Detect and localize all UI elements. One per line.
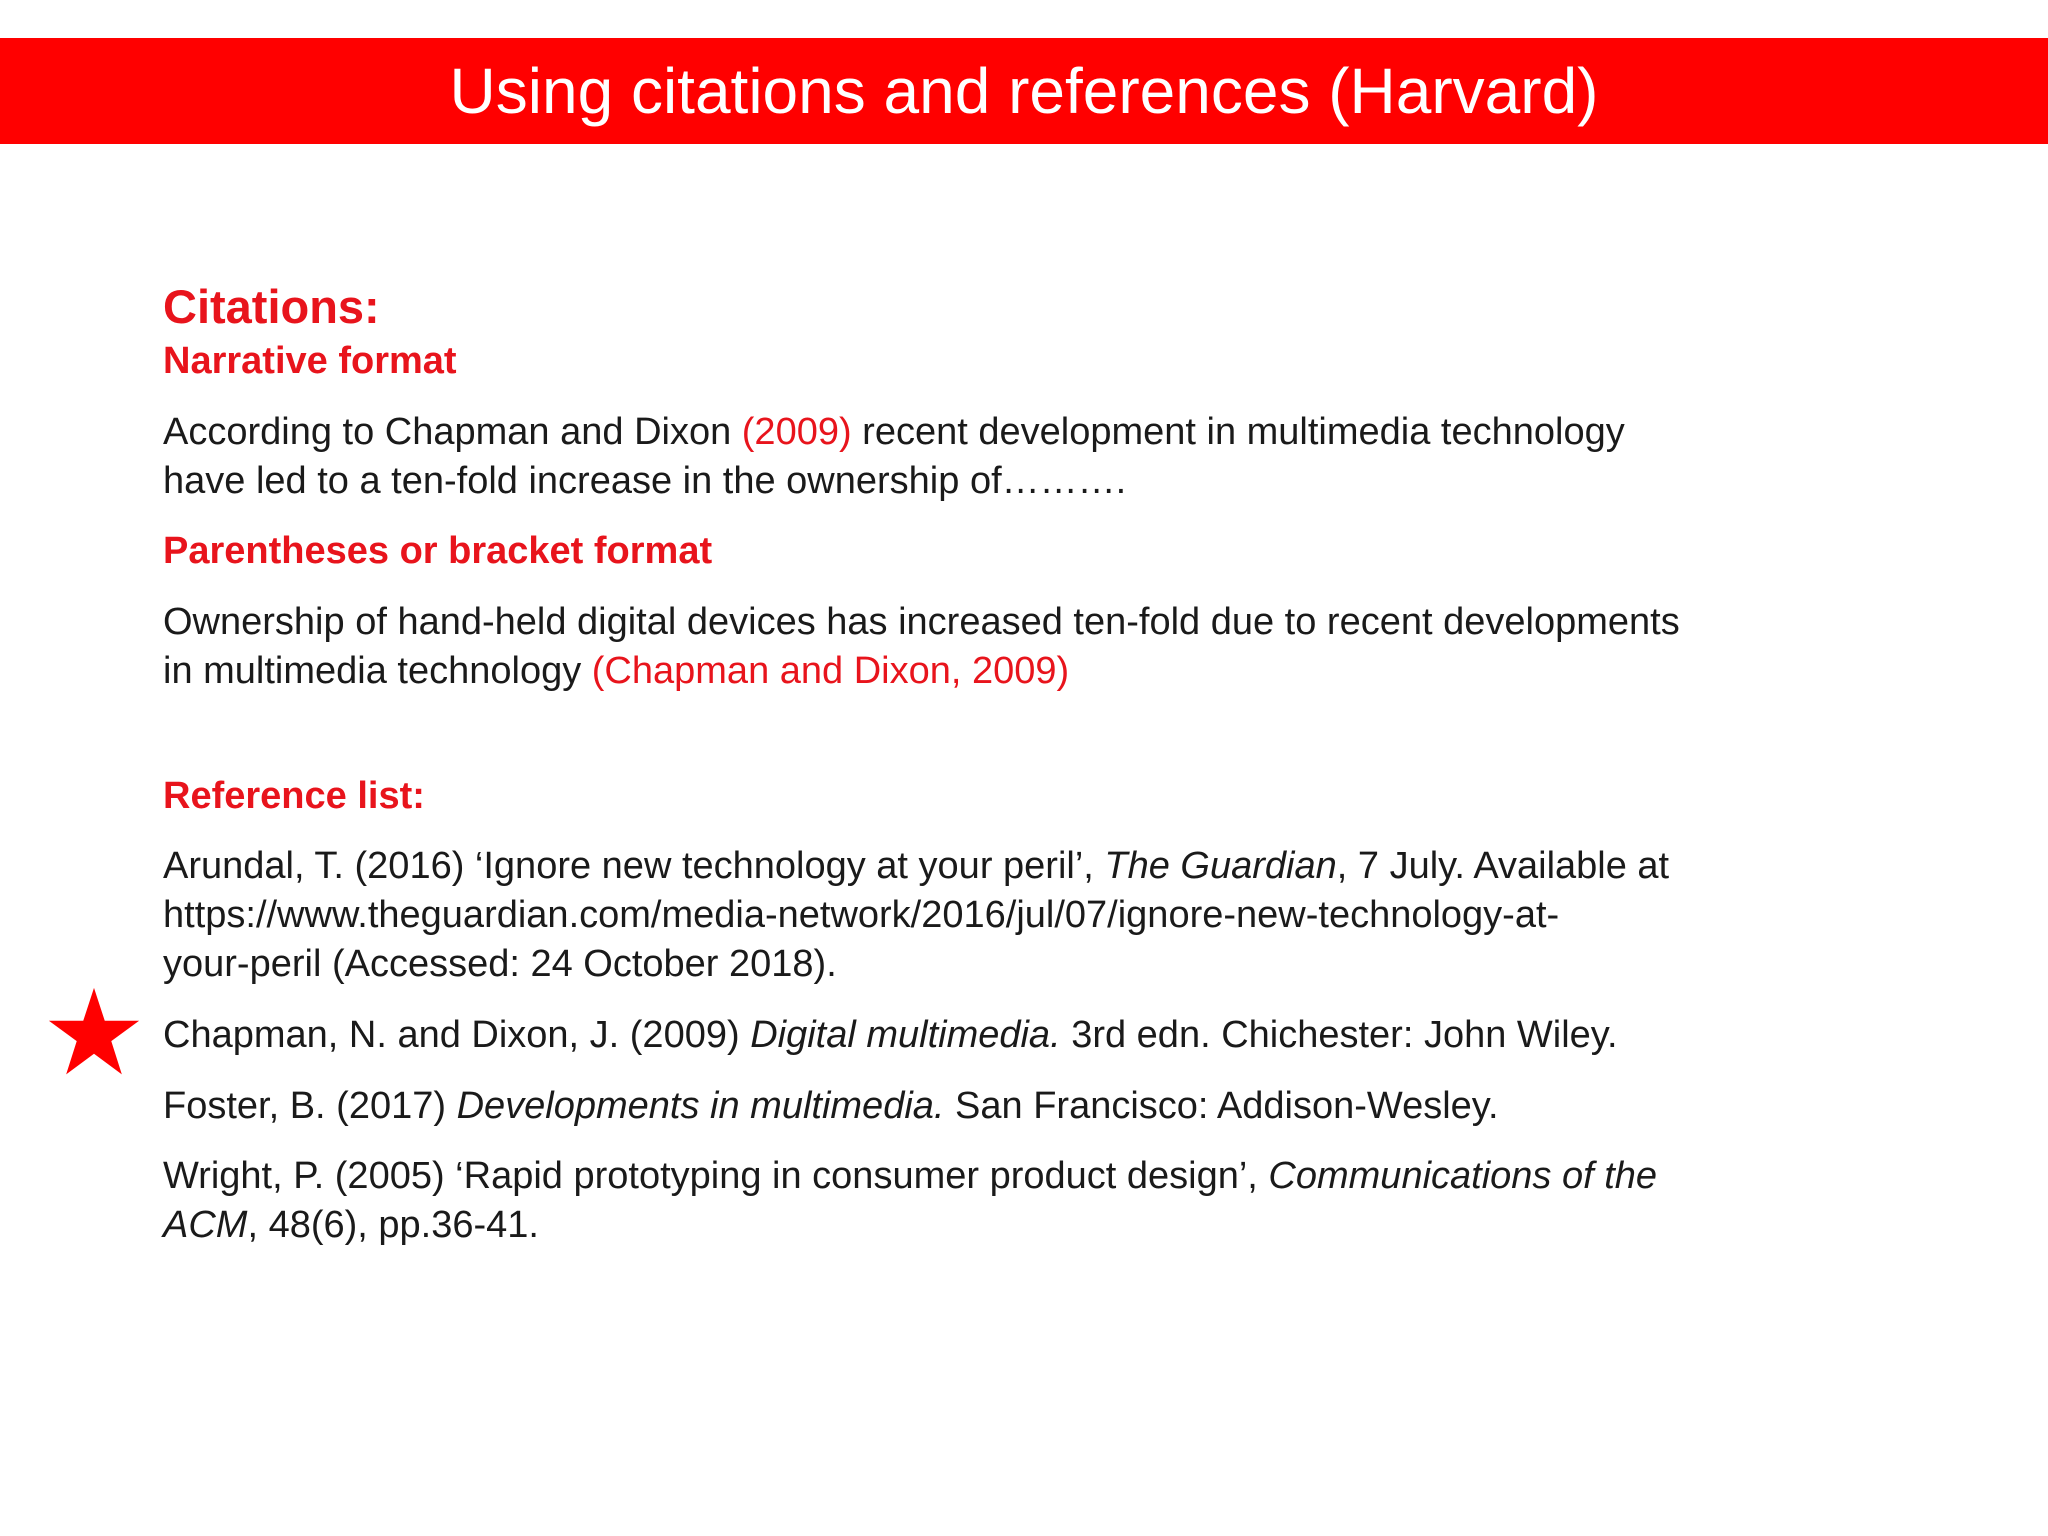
reference-journal-title: ACM [163,1204,248,1246]
star-icon [46,986,142,1082]
title-bar [0,38,2048,144]
parenthetical-format-label: Parentheses or bracket format [163,530,713,572]
reference-book-title: Digital multimedia. [750,1014,1061,1056]
reference-line: ACM, 48(6), pp.36-41. [163,1204,539,1246]
reference-line: Foster, B. (2017) Developments in multimedia. San Francisco: Addison-Wesley. [163,1085,1499,1127]
reference-book-title: Developments in multimedia. [456,1085,945,1127]
reference-line: Chapman, N. and Dixon, J. (2009) Digital multimedia. 3rd edn. Chichester: John Wiley. [163,1014,1618,1056]
parenthetical-example-line-2 [163,647,1883,696]
narrative-example-line-2: have led to a ten-fold increase in the ownership of………. [163,460,1127,502]
reference-line: Wright, P. (2005) ‘Rapid prototyping in consumer product design’, Communications of the [163,1155,1658,1197]
reference-item-chapman [163,1011,1883,1060]
narrative-citation: (2009) [741,411,852,453]
page-title: Using citations and references (Harvard) [449,55,1599,127]
reference-item-wright [163,1152,1883,1250]
reference-line: Arundal, T. (2016) ‘Ignore new technology at your peril’, The Guardian, 7 July. Available at [163,845,1670,887]
parenthetical-citation: (Chapman and Dixon, 2009) [591,650,1070,692]
narrative-example [163,408,1883,506]
parenthetical-example [163,598,1883,696]
reference-line: your-peril (Accessed: 24 October 2018). [163,943,837,985]
reference-source-title: The Guardian [1104,845,1337,887]
narrative-example-line-1 [163,408,1883,457]
narrative-text: According to Chapman and Dixon [163,411,742,453]
parenthetical-example-line-1: Ownership of hand-held digital devices has increased ten-fold due to recent developments [163,601,1680,643]
parenthetical-text: in multimedia technology [163,650,592,692]
narrative-text: recent development in multimedia technology [851,411,1625,453]
reference-journal-title: Communications of the [1268,1155,1658,1197]
reference-item-foster [163,1082,1883,1131]
citations-heading: Citations: [163,280,380,333]
reference-list-heading: Reference list: [163,775,425,817]
reference-item-arundal [163,842,1883,989]
narrative-format-label: Narrative format [163,340,457,382]
reference-url: https://www.theguardian.com/media-network/2016/jul/07/ignore-new-technology-at- [163,894,1560,936]
